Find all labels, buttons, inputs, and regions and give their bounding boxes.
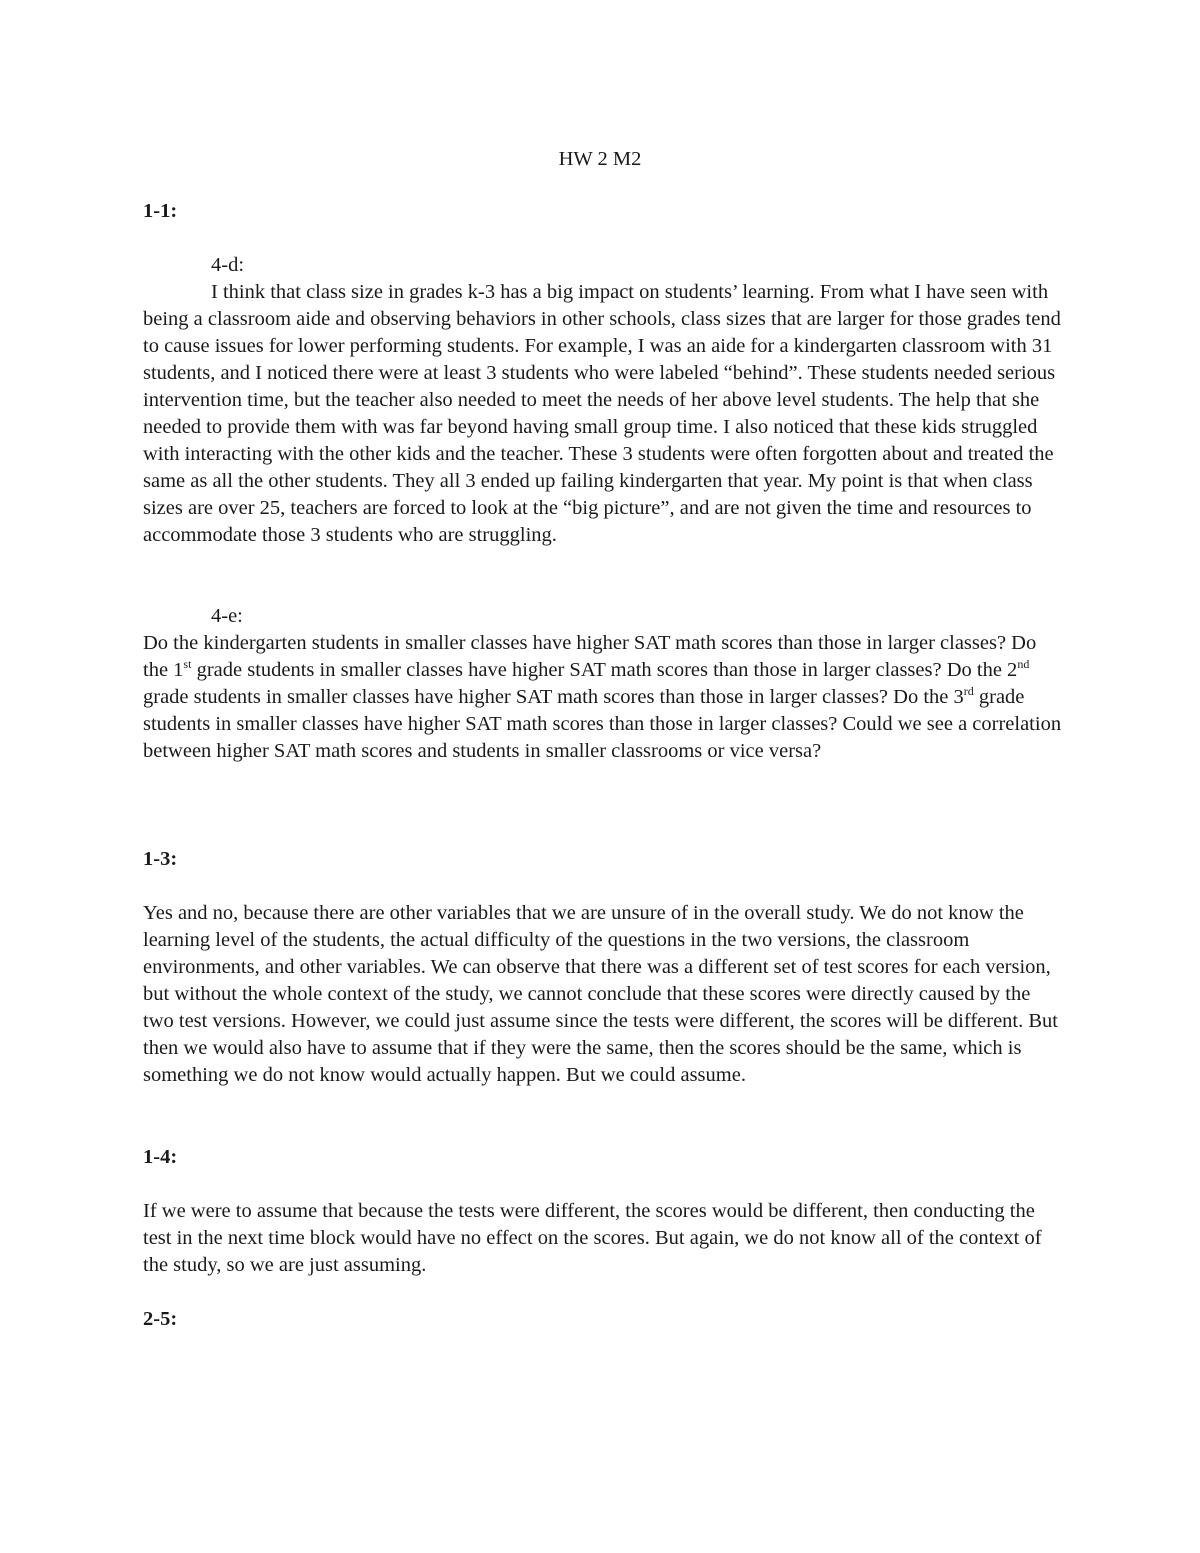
answer-1-4-text: If we were to assume that because the tests were different, the scores would be different, then conducting the test in the next time block would have no effect on the scores. But again, we do not know all of the context of the study, so we are just assuming. [143, 1200, 1042, 1276]
answer-4-e-part-3: grade students in smaller classes have higher SAT math scores than those in larger classes? Do the 3 [143, 686, 964, 708]
ordinal-suffix-st: st [183, 657, 192, 672]
heading-1-1: 1-1: [143, 200, 178, 222]
label-4-d: 4-d: [211, 254, 245, 276]
answer-4-e-text [143, 630, 1063, 765]
answer-4-e-part-1: Do the kindergarten students in smaller classes have higher SAT math scores than those in larger classes? Do the 1 [143, 632, 1037, 681]
heading-1-3: 1-3: [143, 848, 178, 870]
answer-1-3-text: Yes and no, because there are other variables that we are unsure of in the overall study. We do not know the learning level of the students, the actual difficulty of the questions in the two versions, the classroom environments, and other variables. We can observe that there was a different set of test scores for each version, but without the whole context of the study, we cannot conclude that these scores were directly caused by the two test versions. However, we could just assume since the tests were different, the scores will be different. But then we would also have to assume that if they were the same, then the scores should be the same, which is something we do not know would actually happen. But we could assume. [143, 902, 1058, 1086]
answer-4-d-text: I think that class size in grades k-3 has a big impact on students’ learning. From what I have seen with being a classroom aide and observing behaviors in other schools, class sizes that are larger for those grades tend to cause issues for lower performing students. For example, I was an aide for a kindergarten classroom with 31 students, and I noticed there were at least 3 students who were labeled “behind”. These students needed serious intervention time, but the teacher also needed to meet the needs of her above level students. The help that she needed to provide them with was far beyond having small group time. I also noticed that these kids struggled with interacting with the other kids and the teacher. These 3 students were often forgotten about and treated the same as all the other students. They all 3 ended up failing kindergarten that year. My point is that when class sizes are over 25, teachers are forced to look at the “big picture”, and are not given the time and resources to accommodate those 3 students who are struggling. [143, 281, 1061, 546]
answer-4-e [143, 630, 1063, 765]
ordinal-suffix-rd: rd [963, 684, 974, 699]
answer-4-e-part-2: grade students in smaller classes have higher SAT math scores than those in larger classes? Do the 2 [191, 659, 1018, 681]
heading-1-4: 1-4: [143, 1146, 178, 1168]
ordinal-suffix-nd: nd [1017, 657, 1030, 672]
label-4-e: 4-e: [211, 605, 243, 627]
answer-1-4 [143, 1198, 1063, 1279]
answer-1-3 [143, 900, 1063, 1089]
heading-2-5: 2-5: [143, 1308, 178, 1330]
answer-4-d [143, 279, 1063, 549]
document-title: HW 2 M2 [558, 148, 642, 170]
answer-4-e-part-4: grade students in smaller classes have higher SAT math scores than those in larger classes? Could we see a correlation between higher SAT math scores and students in smaller classrooms or vice versa? [143, 686, 1062, 762]
